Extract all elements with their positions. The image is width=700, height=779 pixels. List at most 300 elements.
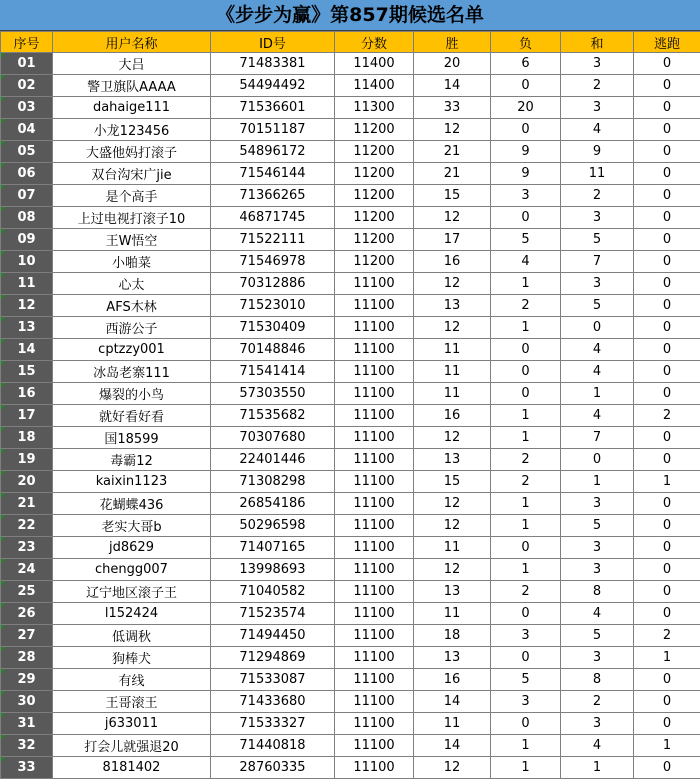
escapes-cell[interactable]: 0 [634,757,700,779]
score-cell[interactable]: 11100 [335,713,414,735]
losses-cell[interactable]: 2 [491,295,561,317]
losses-cell[interactable]: 0 [491,647,561,669]
escapes-cell[interactable]: 0 [634,251,700,273]
losses-cell[interactable]: 1 [491,493,561,515]
id-cell[interactable]: 54494492 [211,75,335,97]
id-cell[interactable]: 13998693 [211,559,335,581]
wins-cell[interactable]: 15 [414,185,491,207]
username-cell[interactable]: 有线 [53,669,211,691]
header-id[interactable]: ID号 [211,32,335,53]
escapes-cell[interactable]: 1 [634,647,700,669]
seq-number: 15 [17,364,36,379]
wins-cell[interactable]: 33 [414,97,491,119]
wins-cell[interactable]: 18 [414,625,491,647]
escapes-cell[interactable]: 0 [634,53,700,75]
username-cell[interactable]: 冰岛老寨111 [53,361,211,383]
id-cell[interactable]: 70312886 [211,273,335,295]
wins-cell[interactable]: 13 [414,295,491,317]
id-cell[interactable]: 71308298 [211,471,335,493]
username-cell[interactable]: 上过电视打滚子10 [53,207,211,229]
id-cell[interactable]: 71546978 [211,251,335,273]
seq-cell[interactable] [1,757,53,779]
cell-comment-marker [1,163,6,168]
losses-cell[interactable]: 0 [491,207,561,229]
draws-cell[interactable]: 9 [561,141,634,163]
losses-cell[interactable]: 1 [491,317,561,339]
seq-cell[interactable] [1,229,53,251]
escapes-cell[interactable]: 0 [634,383,700,405]
escapes-cell[interactable]: 1 [634,735,700,757]
wins-cell[interactable]: 16 [414,669,491,691]
score-cell[interactable]: 11100 [335,339,414,361]
losses-cell[interactable]: 5 [491,669,561,691]
wins-cell[interactable]: 20 [414,53,491,75]
losses-cell[interactable]: 3 [491,625,561,647]
draws-cell[interactable]: 3 [561,273,634,295]
seq-cell[interactable] [1,119,53,141]
escapes-cell[interactable]: 0 [634,119,700,141]
id-cell[interactable]: 71523574 [211,603,335,625]
escapes-cell[interactable]: 0 [634,229,700,251]
escapes-cell[interactable]: 0 [634,163,700,185]
score-cell[interactable]: 11100 [335,361,414,383]
draws-cell[interactable]: 8 [561,669,634,691]
draws-cell[interactable]: 1 [561,471,634,493]
seq-cell[interactable] [1,185,53,207]
username-cell[interactable]: j633011 [53,713,211,735]
wins-cell[interactable]: 14 [414,691,491,713]
table-row [1,449,700,471]
id-cell[interactable]: 70307680 [211,427,335,449]
score-cell[interactable]: 11100 [335,449,414,471]
table-row [1,735,700,757]
username-cell[interactable]: 王W悟空 [53,229,211,251]
score-cell[interactable]: 11100 [335,691,414,713]
id-cell[interactable]: 71536601 [211,97,335,119]
score-cell[interactable]: 11200 [335,163,414,185]
header-username[interactable]: 用户名称 [53,32,211,53]
escapes-cell[interactable]: 0 [634,97,700,119]
score-cell[interactable]: 11200 [335,229,414,251]
id-cell[interactable]: 71483381 [211,53,335,75]
table-row [1,53,700,75]
seq-number: 22 [17,518,36,533]
losses-cell[interactable]: 2 [491,449,561,471]
score-cell[interactable]: 11100 [335,559,414,581]
score-cell[interactable]: 11100 [335,383,414,405]
score-cell[interactable]: 11100 [335,273,414,295]
score-cell[interactable]: 11100 [335,603,414,625]
cell-comment-marker [1,317,6,322]
id-cell[interactable]: 70151187 [211,119,335,141]
wins-cell[interactable]: 13 [414,647,491,669]
losses-cell[interactable]: 1 [491,735,561,757]
table-row [1,647,700,669]
seq-number: 11 [17,276,36,291]
losses-cell[interactable]: 2 [491,581,561,603]
seq-cell[interactable] [1,471,53,493]
escapes-cell[interactable]: 0 [634,207,700,229]
seq-cell[interactable] [1,537,53,559]
seq-number: 12 [17,298,36,313]
wins-cell[interactable]: 12 [414,515,491,537]
score-cell[interactable]: 11100 [335,757,414,779]
score-cell[interactable]: 11100 [335,735,414,757]
id-cell[interactable]: 71433680 [211,691,335,713]
score-cell[interactable]: 11100 [335,493,414,515]
seq-cell[interactable] [1,647,53,669]
draws-cell[interactable]: 3 [561,537,634,559]
table-row [1,493,700,515]
losses-cell[interactable]: 9 [491,163,561,185]
score-cell[interactable]: 11100 [335,471,414,493]
username-cell[interactable]: 王哥滚王 [53,691,211,713]
draws-cell[interactable]: 1 [561,383,634,405]
seq-cell[interactable] [1,141,53,163]
wins-cell[interactable]: 12 [414,559,491,581]
wins-cell[interactable]: 12 [414,757,491,779]
losses-cell[interactable]: 0 [491,383,561,405]
draws-cell[interactable]: 3 [561,559,634,581]
score-cell[interactable]: 11400 [335,75,414,97]
username-cell[interactable]: 小龙123456 [53,119,211,141]
wins-cell[interactable]: 16 [414,251,491,273]
id-cell[interactable]: 71523010 [211,295,335,317]
draws-cell[interactable]: 4 [561,339,634,361]
id-cell[interactable]: 71294869 [211,647,335,669]
seq-cell[interactable] [1,603,53,625]
username-cell[interactable]: chengg007 [53,559,211,581]
username-cell[interactable]: l152424 [53,603,211,625]
id-cell[interactable]: 71366265 [211,185,335,207]
wins-cell[interactable]: 12 [414,427,491,449]
cell-comment-marker [1,383,6,388]
draws-cell[interactable]: 4 [561,603,634,625]
losses-cell[interactable]: 0 [491,537,561,559]
seq-cell[interactable] [1,625,53,647]
seq-cell[interactable] [1,405,53,427]
username-cell[interactable]: cptzzy001 [53,339,211,361]
losses-cell[interactable]: 2 [491,471,561,493]
seq-cell[interactable] [1,449,53,471]
draws-cell[interactable]: 8 [561,581,634,603]
id-cell[interactable]: 71535682 [211,405,335,427]
losses-cell[interactable]: 1 [491,427,561,449]
losses-cell[interactable]: 3 [491,691,561,713]
score-cell[interactable]: 11100 [335,405,414,427]
username-cell[interactable]: jd8629 [53,537,211,559]
id-cell[interactable]: 57303550 [211,383,335,405]
seq-cell[interactable] [1,207,53,229]
losses-cell[interactable]: 5 [491,229,561,251]
table-row [1,141,700,163]
draws-cell[interactable]: 2 [561,185,634,207]
wins-cell[interactable]: 11 [414,537,491,559]
wins-cell[interactable]: 11 [414,339,491,361]
score-cell[interactable]: 11400 [335,53,414,75]
seq-cell[interactable] [1,53,53,75]
wins-cell[interactable]: 11 [414,361,491,383]
username-cell[interactable]: 大盛他妈打滚子 [53,141,211,163]
id-cell[interactable]: 71407165 [211,537,335,559]
id-cell[interactable]: 71546144 [211,163,335,185]
wins-cell[interactable]: 13 [414,581,491,603]
username-cell[interactable]: kaixin1123 [53,471,211,493]
draws-cell[interactable]: 2 [561,691,634,713]
losses-cell[interactable]: 1 [491,515,561,537]
losses-cell[interactable]: 0 [491,361,561,383]
username-cell[interactable]: 花蝴蝶436 [53,493,211,515]
escapes-cell[interactable]: 0 [634,317,700,339]
losses-cell[interactable]: 20 [491,97,561,119]
losses-cell[interactable]: 4 [491,251,561,273]
sheet-title: 《步步为赢》第857期候选名单 [0,0,700,31]
losses-cell[interactable]: 9 [491,141,561,163]
losses-cell[interactable]: 1 [491,757,561,779]
id-cell[interactable]: 28760335 [211,757,335,779]
id-cell[interactable]: 71522111 [211,229,335,251]
draws-cell[interactable]: 4 [561,361,634,383]
username-cell[interactable]: 小啪菜 [53,251,211,273]
seq-cell[interactable] [1,427,53,449]
escapes-cell[interactable]: 0 [634,339,700,361]
username-cell[interactable]: 是个高手 [53,185,211,207]
table-body [1,53,700,779]
draws-cell[interactable]: 3 [561,207,634,229]
draws-cell[interactable]: 3 [561,713,634,735]
escapes-cell[interactable]: 0 [634,581,700,603]
draws-cell[interactable]: 3 [561,647,634,669]
losses-cell[interactable]: 0 [491,713,561,735]
seq-number: 17 [17,408,36,423]
escapes-cell[interactable]: 0 [634,669,700,691]
id-cell[interactable]: 54896172 [211,141,335,163]
score-cell[interactable]: 11100 [335,669,414,691]
score-cell[interactable]: 11100 [335,515,414,537]
wins-cell[interactable]: 11 [414,713,491,735]
score-cell[interactable]: 11100 [335,427,414,449]
id-cell[interactable]: 71533087 [211,669,335,691]
username-cell[interactable]: 低调秋 [53,625,211,647]
header-losses[interactable]: 负 [491,32,561,53]
escapes-cell[interactable]: 1 [634,471,700,493]
seq-cell[interactable] [1,691,53,713]
table-row [1,251,700,273]
losses-cell[interactable]: 6 [491,53,561,75]
score-cell[interactable]: 11100 [335,647,414,669]
wins-cell[interactable]: 12 [414,119,491,141]
header-escapes[interactable]: 逃跑 [634,32,700,53]
seq-cell[interactable] [1,295,53,317]
draws-cell[interactable]: 4 [561,405,634,427]
seq-cell[interactable] [1,339,53,361]
wins-cell[interactable]: 11 [414,603,491,625]
draws-cell[interactable]: 7 [561,427,634,449]
draws-cell[interactable]: 0 [561,317,634,339]
username-cell[interactable]: 狗棒犬 [53,647,211,669]
draws-cell[interactable]: 3 [561,53,634,75]
username-cell[interactable]: 双台沟宋广jie [53,163,211,185]
draws-cell[interactable]: 5 [561,625,634,647]
seq-number: 05 [17,144,36,159]
draws-cell[interactable]: 2 [561,75,634,97]
id-cell[interactable]: 26854186 [211,493,335,515]
wins-cell[interactable]: 14 [414,735,491,757]
draws-cell[interactable]: 5 [561,515,634,537]
username-cell[interactable]: 国18599 [53,427,211,449]
header-score[interactable]: 分数 [335,32,414,53]
id-cell[interactable]: 71440818 [211,735,335,757]
table-row [1,383,700,405]
username-cell[interactable]: 警卫旗队AAAA [53,75,211,97]
username-cell[interactable]: 就好看好看 [53,405,211,427]
score-cell[interactable]: 11200 [335,207,414,229]
draws-cell[interactable]: 3 [561,493,634,515]
score-cell[interactable]: 11200 [335,119,414,141]
score-cell[interactable]: 11200 [335,141,414,163]
score-cell[interactable]: 11100 [335,295,414,317]
wins-cell[interactable]: 17 [414,229,491,251]
wins-cell[interactable]: 16 [414,405,491,427]
id-cell[interactable]: 71541414 [211,361,335,383]
id-cell[interactable]: 70148846 [211,339,335,361]
cell-comment-marker [1,515,6,520]
seq-cell[interactable] [1,273,53,295]
header-seq[interactable]: 序号 [1,32,53,53]
draws-cell[interactable]: 1 [561,757,634,779]
losses-cell[interactable]: 0 [491,119,561,141]
draws-cell[interactable]: 5 [561,229,634,251]
wins-cell[interactable]: 15 [414,471,491,493]
seq-cell[interactable] [1,383,53,405]
seq-number: 01 [17,56,36,71]
escapes-cell[interactable]: 0 [634,713,700,735]
escapes-cell[interactable]: 2 [634,405,700,427]
id-cell[interactable]: 71533327 [211,713,335,735]
escapes-cell[interactable]: 0 [634,493,700,515]
username-cell[interactable]: 毒霸12 [53,449,211,471]
losses-cell[interactable]: 0 [491,339,561,361]
losses-cell[interactable]: 0 [491,75,561,97]
id-cell[interactable]: 50296598 [211,515,335,537]
escapes-cell[interactable]: 0 [634,603,700,625]
wins-cell[interactable]: 12 [414,493,491,515]
score-cell[interactable]: 11100 [335,317,414,339]
escapes-cell[interactable]: 0 [634,185,700,207]
draws-cell[interactable]: 3 [561,97,634,119]
username-cell[interactable]: 打会儿就强退20 [53,735,211,757]
seq-cell[interactable] [1,361,53,383]
cell-comment-marker [1,141,6,146]
id-cell[interactable]: 71040582 [211,581,335,603]
table-row [1,405,700,427]
escapes-cell[interactable]: 0 [634,427,700,449]
draws-cell[interactable]: 4 [561,119,634,141]
losses-cell[interactable]: 3 [491,185,561,207]
wins-cell[interactable]: 12 [414,317,491,339]
username-cell[interactable]: 辽宁地区滚子王 [53,581,211,603]
username-cell[interactable]: dahaige111 [53,97,211,119]
score-cell[interactable]: 11100 [335,537,414,559]
username-cell[interactable]: 8181402 [53,757,211,779]
escapes-cell[interactable]: 2 [634,625,700,647]
score-cell[interactable]: 11100 [335,581,414,603]
wins-cell[interactable]: 21 [414,141,491,163]
escapes-cell[interactable]: 0 [634,691,700,713]
losses-cell[interactable]: 1 [491,273,561,295]
draws-cell[interactable]: 11 [561,163,634,185]
header-draws[interactable]: 和 [561,32,634,53]
seq-cell[interactable] [1,669,53,691]
id-cell[interactable]: 46871745 [211,207,335,229]
escapes-cell[interactable]: 0 [634,273,700,295]
draws-cell[interactable]: 5 [561,295,634,317]
seq-cell[interactable] [1,515,53,537]
seq-number: 08 [17,210,36,225]
escapes-cell[interactable]: 0 [634,537,700,559]
losses-cell[interactable]: 1 [491,559,561,581]
draws-cell[interactable]: 4 [561,735,634,757]
escapes-cell[interactable]: 0 [634,295,700,317]
wins-cell[interactable]: 13 [414,449,491,471]
losses-cell[interactable]: 0 [491,603,561,625]
score-cell[interactable]: 11300 [335,97,414,119]
escapes-cell[interactable]: 0 [634,141,700,163]
id-cell[interactable]: 22401446 [211,449,335,471]
seq-cell[interactable] [1,713,53,735]
losses-cell[interactable]: 1 [491,405,561,427]
id-cell[interactable]: 71494450 [211,625,335,647]
seq-cell[interactable] [1,251,53,273]
escapes-cell[interactable]: 0 [634,515,700,537]
username-cell[interactable]: AFS木林 [53,295,211,317]
wins-cell[interactable]: 12 [414,207,491,229]
seq-cell[interactable] [1,559,53,581]
cell-comment-marker [1,537,6,542]
username-cell[interactable]: 西游公子 [53,317,211,339]
username-cell[interactable]: 大吕 [53,53,211,75]
wins-cell[interactable]: 11 [414,383,491,405]
seq-number: 16 [17,386,36,401]
escapes-cell[interactable]: 0 [634,75,700,97]
seq-cell[interactable] [1,493,53,515]
wins-cell[interactable]: 12 [414,273,491,295]
id-cell[interactable]: 71530409 [211,317,335,339]
escapes-cell[interactable]: 0 [634,361,700,383]
cell-comment-marker [1,229,6,234]
draws-cell[interactable]: 7 [561,251,634,273]
seq-cell[interactable] [1,317,53,339]
username-cell[interactable]: 老实大哥b [53,515,211,537]
wins-cell[interactable]: 21 [414,163,491,185]
escapes-cell[interactable]: 0 [634,449,700,471]
username-cell[interactable]: 爆裂的小鸟 [53,383,211,405]
seq-cell[interactable] [1,581,53,603]
username-cell[interactable]: 心太 [53,273,211,295]
score-cell[interactable]: 11200 [335,185,414,207]
seq-number: 10 [17,254,36,269]
draws-cell[interactable]: 0 [561,449,634,471]
score-cell[interactable]: 11200 [335,251,414,273]
escapes-cell[interactable]: 0 [634,559,700,581]
seq-cell[interactable] [1,75,53,97]
score-cell[interactable]: 11100 [335,625,414,647]
seq-cell[interactable] [1,735,53,757]
header-wins[interactable]: 胜 [414,32,491,53]
wins-cell[interactable]: 14 [414,75,491,97]
seq-cell[interactable] [1,163,53,185]
seq-cell[interactable] [1,97,53,119]
